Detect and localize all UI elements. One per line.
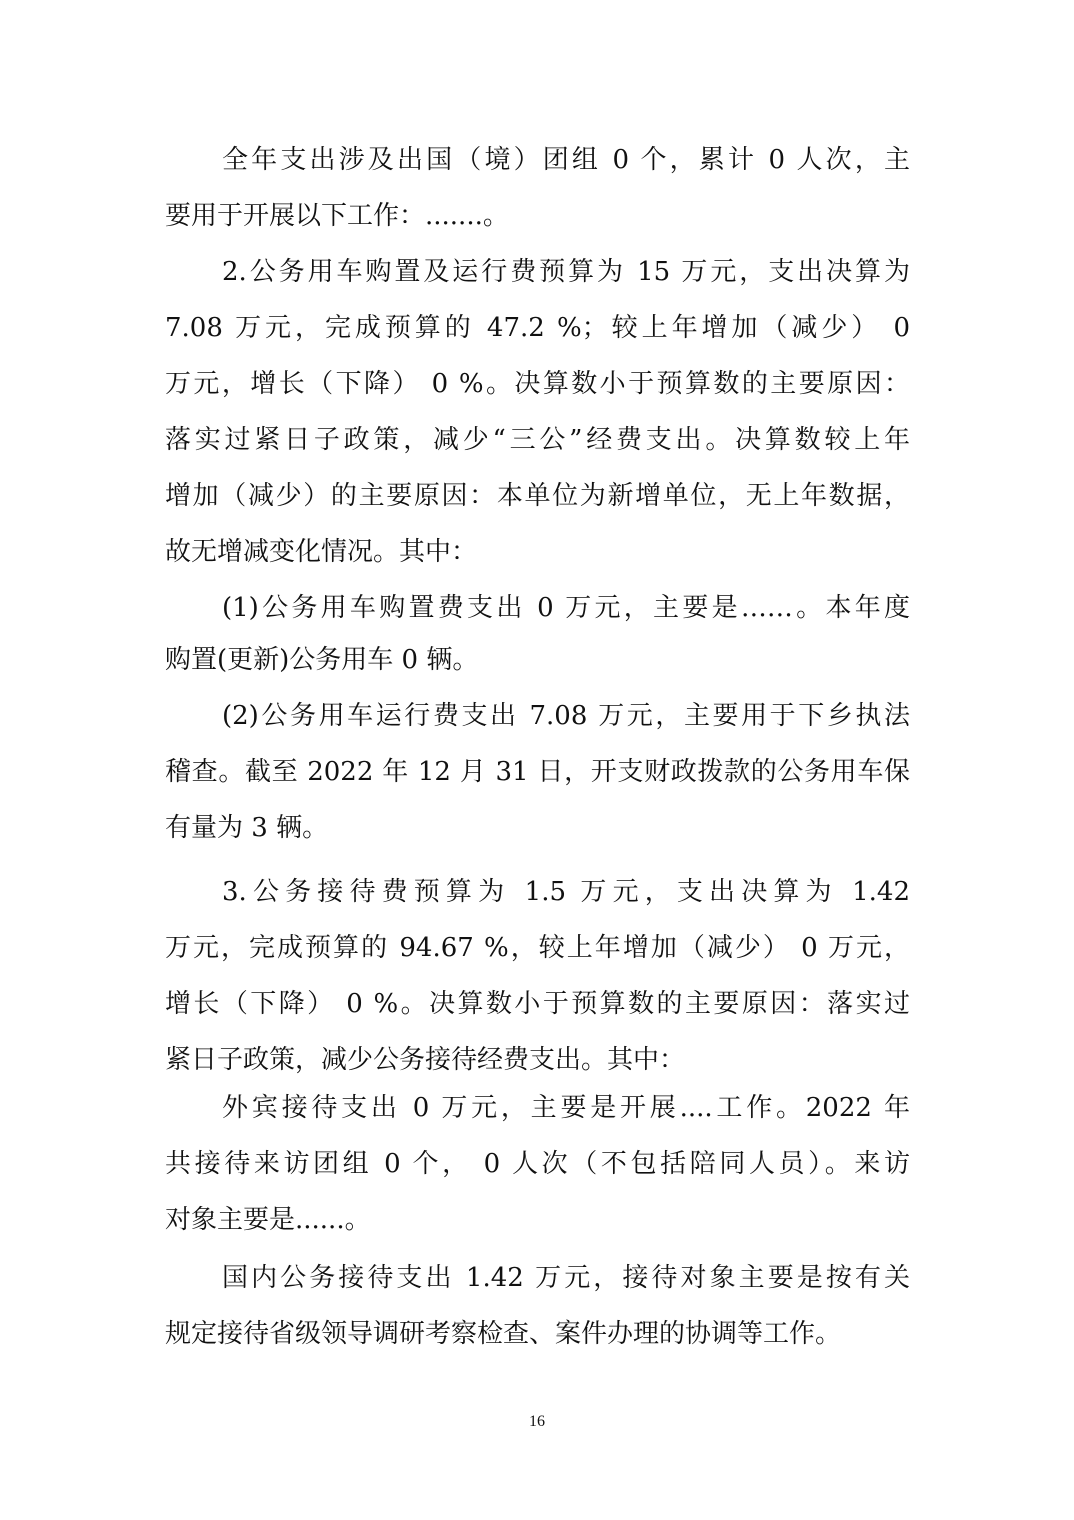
text-line: 国内公务接待支出 1.42 万元，接待对象主要是按有关 [222, 1263, 910, 1293]
text-line: 有量为 3 辆。 [165, 813, 329, 843]
text-line: (1)公务用车购置费支出 0 万元，主要是……。本年度 [222, 593, 910, 623]
text-line: 3.公务接待费预算为 1.5 万元，支出决算为 1.42 [222, 877, 910, 907]
text-line: 购置(更新)公务用车 0 辆。 [165, 645, 479, 675]
text-line: 2.公务用车购置及运行费预算为 15 万元，支出决算为 [222, 257, 910, 287]
text-line: 故无增减变化情况。其中： [165, 537, 478, 567]
text-line: 共接待来访团组 0 个， 0 人次（不包括陪同人员）。来访 [165, 1149, 910, 1179]
text-line: 紧日子政策，减少公务接待经费支出。其中： [165, 1045, 686, 1075]
text-line: 7.08 万元，完成预算的 47.2 %；较上年增加（减少） 0 [165, 313, 910, 343]
text-line: 增加（减少）的主要原因：本单位为新增单位，无上年数据， [165, 481, 910, 511]
text-line: 要用于开展以下工作：.......。 [165, 201, 509, 231]
text-line: 规定接待省级领导调研考察检查、案件办理的协调等工作。 [165, 1319, 842, 1349]
text-line: (2)公务用车运行费支出 7.08 万元，主要用于下乡执法 [222, 701, 910, 731]
text-line: 万元，增长（下降） 0 %。决算数小于预算数的主要原因： [165, 369, 910, 399]
text-line: 对象主要是......。 [165, 1205, 371, 1235]
page-number: 16 [529, 1413, 545, 1430]
text-line: 万元，完成预算的 94.67 %，较上年增加（减少） 0 万元， [165, 933, 910, 963]
text-line: 增长（下降） 0 %。决算数小于预算数的主要原因：落实过 [165, 989, 910, 1019]
text-line: 稽查。截至 2022 年 12 月 31 日，开支财政拨款的公务用车保 [165, 757, 910, 787]
text-line: 全年支出涉及出国（境）团组 0 个，累计 0 人次，主 [222, 145, 910, 175]
text-line: 外宾接待支出 0 万元，主要是开展....工作。2022 年 [222, 1093, 910, 1123]
text-line: 落实过紧日子政策，减少“三公”经费支出。决算数较上年 [165, 425, 910, 455]
